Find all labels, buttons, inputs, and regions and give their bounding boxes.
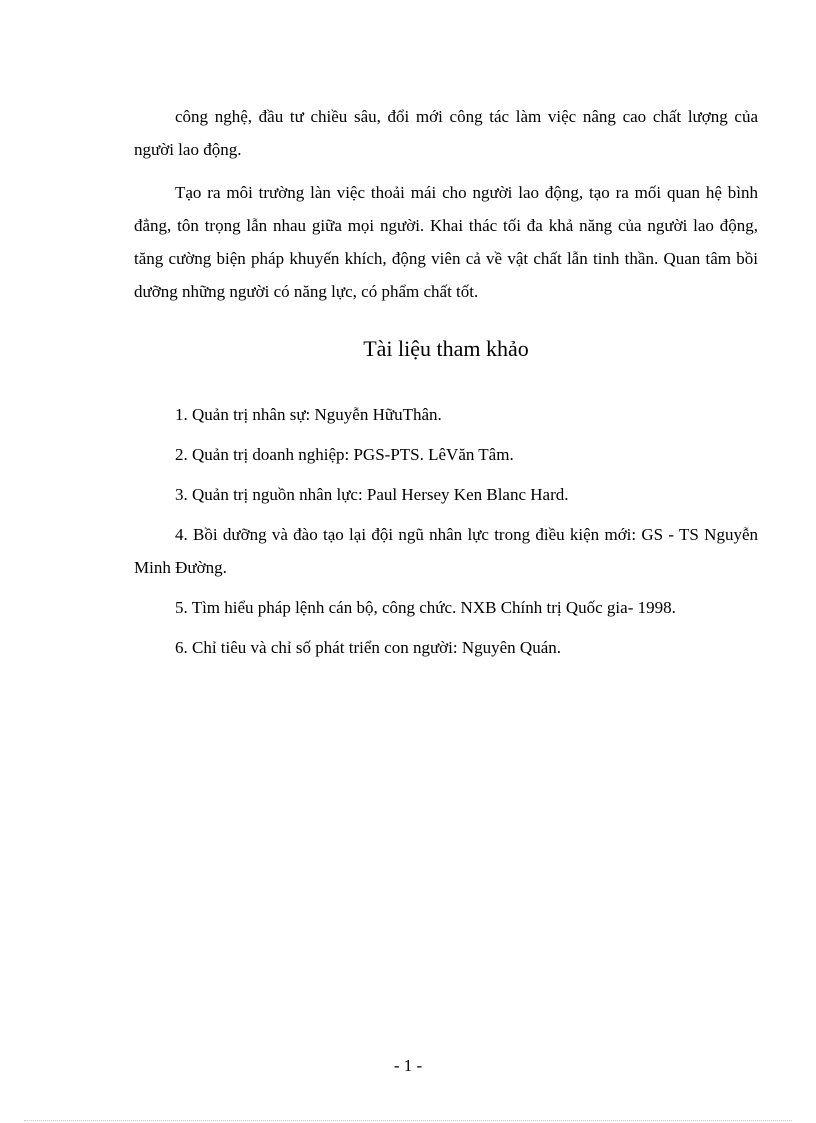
reference-item: 4. Bồi dưỡng và đào tạo lại đội ngũ nhân lực trong điều kiện mới: GS - TS Nguyễn Minh Đường. (134, 525, 758, 577)
body-paragraph: công nghệ, đầu tư chiều sâu, đổi mới công tác làm việc nâng cao chất lượng của người lao động. (134, 107, 758, 159)
reference-item: 1. Quản trị nhân sự: Nguyễn HữuThân. (175, 405, 442, 424)
page-content (134, 100, 758, 671)
reference-item: 3. Quản trị nguồn nhân lực: Paul Hersey Ken Blanc Hard. (175, 485, 569, 504)
references-list (134, 398, 758, 664)
reference-item: 5. Tìm hiểu pháp lệnh cán bộ, công chức. NXB Chính trị Quốc gia- 1998. (175, 598, 676, 617)
body-paragraph: Tạo ra môi trường làn việc thoải mái cho người lao động, tạo ra mối quan hệ bình đẳng, tôn trọng lẫn nhau giữa mọi người. Khai thác tối đa khả năng của người lao động, tăng cường biện pháp khuyến khích, động viên cả về vật chất lẫn tinh thần. Quan tâm bồi dưỡng những người có năng lực, có phẩm chất tốt. (134, 183, 758, 301)
reference-item: 6. Chỉ tiêu và chỉ số phát triển con người: Nguyên Quán. (175, 638, 561, 657)
reference-item: 2. Quản trị doanh nghiệp: PGS-PTS. LêVăn Tâm. (175, 445, 514, 464)
references-heading: Tài liệu tham khảo (363, 336, 529, 361)
page-bottom-divider (24, 1120, 792, 1121)
page-number: - 1 - (393, 1056, 423, 1075)
